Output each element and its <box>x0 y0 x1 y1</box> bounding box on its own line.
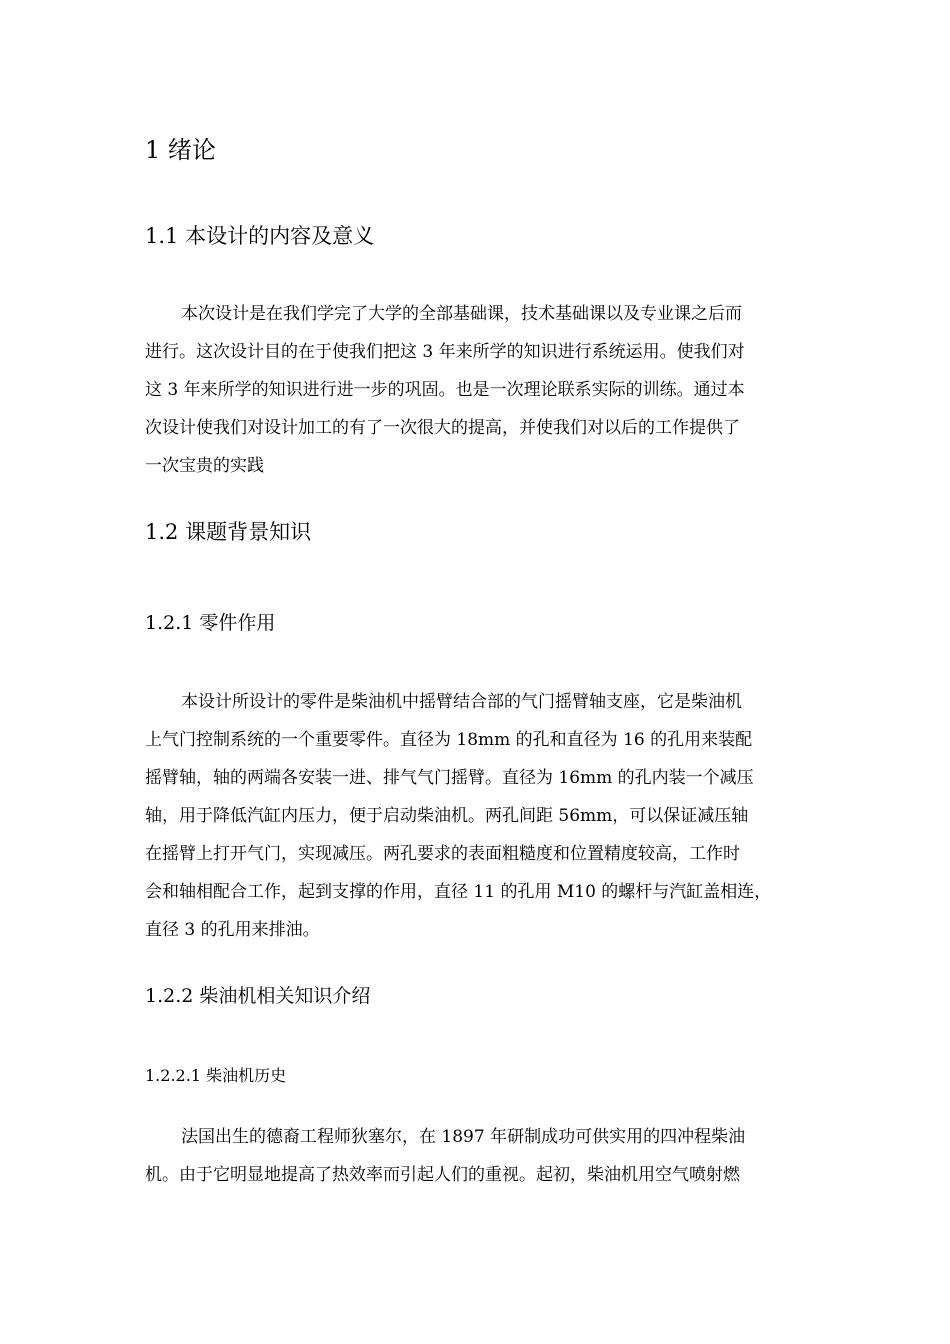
paragraph-line: 在摇臂上打开气门，实现减压。两孔要求的表面粗糙度和位置精度较高，工作时 <box>145 844 740 864</box>
paragraph-line: 次设计使我们对设计加工的有了一次很大的提高，并使我们对以后的工作提供了 <box>145 418 740 438</box>
paragraph-line: 这 3 年来所学的知识进行进一步的巩固。也是一次理论联系实际的训练。通过本 <box>145 380 745 400</box>
paragraph-line: 本设计所设计的零件是柴油机中摇臂结合部的气门摇臂轴支座，它是柴油机 <box>181 692 742 712</box>
paragraph-line: 机。由于它明显地提高了热效率而引起人们的重视。起初，柴油机用空气喷射燃 <box>145 1165 740 1185</box>
paragraph-line: 上气门控制系统的一个重要零件。直径为 18mm 的孔和直径为 16 的孔用来装配 <box>145 730 753 750</box>
section-heading-1-1: 1.1 本设计的内容及意义 <box>145 224 375 248</box>
paragraph-diesel-history <box>145 1118 805 1194</box>
section-heading-1-2-2-1: 1.2.2.1 柴油机历史 <box>145 1066 287 1085</box>
paragraph-part-function <box>145 683 805 949</box>
paragraph-line: 摇臂轴，轴的两端各安装一进、排气气门摇臂。直径为 16mm 的孔内装一个减压 <box>145 768 754 788</box>
paragraph-line: 直径 3 的孔用来排油。 <box>145 920 320 940</box>
section-heading-1-2-1: 1.2.1 零件作用 <box>145 612 276 634</box>
paragraph-line: 法国出生的德裔工程师狄塞尔，在 1897 年研制成功可供实用的四冲程柴油 <box>181 1127 746 1147</box>
paragraph-design-content <box>145 295 805 485</box>
section-heading-1-2-2: 1.2.2 柴油机相关知识介绍 <box>145 985 371 1007</box>
section-heading-1-2: 1.2 课题背景知识 <box>145 520 312 544</box>
paragraph-line: 本次设计是在我们学完了大学的全部基础课，技术基础课以及专业课之后而 <box>181 304 742 324</box>
paragraph-line: 一次宝贵的实践 <box>145 456 264 476</box>
paragraph-line: 轴，用于降低汽缸内压力，便于启动柴油机。两孔间距 56mm，可以保证减压轴 <box>145 806 749 826</box>
chapter-title: 1 绪论 <box>145 136 216 164</box>
paragraph-line: 会和轴相配合工作，起到支撑的作用，直径 11 的孔用 M10 的螺杆与汽缸盖相连， <box>145 882 772 902</box>
paragraph-line: 进行。这次设计目的在于使我们把这 3 年来所学的知识进行系统运用。使我们对 <box>145 342 745 362</box>
